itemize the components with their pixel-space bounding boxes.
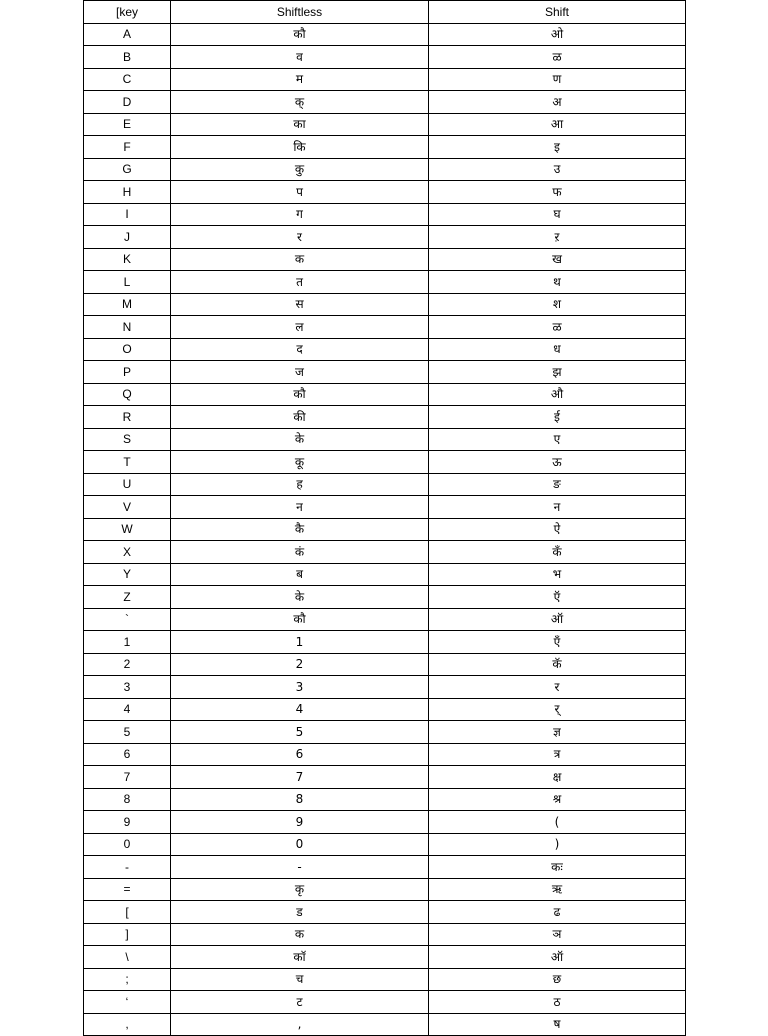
table-row bbox=[84, 496, 686, 519]
table-row bbox=[84, 226, 686, 249]
table-row bbox=[84, 203, 686, 226]
key-cell: = bbox=[84, 878, 171, 901]
key-cell: W bbox=[84, 518, 171, 541]
key-cell: I bbox=[84, 203, 171, 226]
shift-cell: कॅ bbox=[429, 653, 686, 676]
key-cell: F bbox=[84, 136, 171, 159]
key-cell: J bbox=[84, 226, 171, 249]
shiftless-cell: कौ bbox=[171, 383, 429, 406]
key-cell: V bbox=[84, 496, 171, 519]
table-row bbox=[84, 856, 686, 879]
table-row bbox=[84, 338, 686, 361]
table-row bbox=[84, 563, 686, 586]
shiftless-cell: 4 bbox=[171, 698, 429, 721]
table-row bbox=[84, 698, 686, 721]
table-row bbox=[84, 833, 686, 856]
shift-cell: ऐ bbox=[429, 518, 686, 541]
shiftless-cell: ग bbox=[171, 203, 429, 226]
table-row bbox=[84, 788, 686, 811]
shift-cell: थ bbox=[429, 271, 686, 294]
header-shiftless: Shiftless bbox=[171, 1, 429, 24]
shift-cell: ण bbox=[429, 68, 686, 91]
table-row bbox=[84, 721, 686, 744]
table-row bbox=[84, 653, 686, 676]
table-row bbox=[84, 248, 686, 271]
shiftless-cell: च bbox=[171, 968, 429, 991]
shift-cell: र bbox=[429, 676, 686, 699]
table-row bbox=[84, 361, 686, 384]
table-row bbox=[84, 991, 686, 1014]
table-row bbox=[84, 383, 686, 406]
keyboard-mapping-table bbox=[83, 0, 686, 1036]
key-cell: Y bbox=[84, 563, 171, 586]
shift-cell: फ bbox=[429, 181, 686, 204]
shiftless-cell: ज bbox=[171, 361, 429, 384]
shift-cell: श्र bbox=[429, 788, 686, 811]
shift-cell: श bbox=[429, 293, 686, 316]
header-row bbox=[84, 1, 686, 24]
key-cell: H bbox=[84, 181, 171, 204]
shift-cell: आ bbox=[429, 113, 686, 136]
table-row bbox=[84, 743, 686, 766]
key-cell: K bbox=[84, 248, 171, 271]
shiftless-cell: 3 bbox=[171, 676, 429, 699]
shift-cell: ऍ bbox=[429, 586, 686, 609]
table-row bbox=[84, 946, 686, 969]
table-row bbox=[84, 473, 686, 496]
shift-cell: ठ bbox=[429, 991, 686, 1014]
table-row bbox=[84, 271, 686, 294]
key-cell: [ bbox=[84, 901, 171, 924]
shift-cell: त्र bbox=[429, 743, 686, 766]
shift-cell: ञ bbox=[429, 923, 686, 946]
key-cell: Z bbox=[84, 586, 171, 609]
shiftless-cell: कू bbox=[171, 451, 429, 474]
shiftless-cell: क bbox=[171, 923, 429, 946]
key-cell: C bbox=[84, 68, 171, 91]
table-row bbox=[84, 68, 686, 91]
key-cell: G bbox=[84, 158, 171, 181]
table-row bbox=[84, 541, 686, 564]
shiftless-cell: ल bbox=[171, 316, 429, 339]
table-row bbox=[84, 181, 686, 204]
shiftless-cell: क bbox=[171, 248, 429, 271]
shiftless-cell: कं bbox=[171, 541, 429, 564]
shiftless-cell: म bbox=[171, 68, 429, 91]
shiftless-cell: द bbox=[171, 338, 429, 361]
key-cell: S bbox=[84, 428, 171, 451]
shift-cell: उ bbox=[429, 158, 686, 181]
shift-cell: र् bbox=[429, 698, 686, 721]
table-row bbox=[84, 901, 686, 924]
shiftless-cell: त bbox=[171, 271, 429, 294]
table-row bbox=[84, 586, 686, 609]
shiftless-cell: - bbox=[171, 856, 429, 879]
shiftless-cell: प bbox=[171, 181, 429, 204]
key-cell: B bbox=[84, 46, 171, 69]
table-row bbox=[84, 46, 686, 69]
table-row bbox=[84, 676, 686, 699]
shiftless-cell: र bbox=[171, 226, 429, 249]
shiftless-cell: ब bbox=[171, 563, 429, 586]
table-row bbox=[84, 518, 686, 541]
key-cell: P bbox=[84, 361, 171, 384]
table-row bbox=[84, 631, 686, 654]
shift-cell: ) bbox=[429, 833, 686, 856]
table-row bbox=[84, 316, 686, 339]
key-cell: 9 bbox=[84, 811, 171, 834]
shiftless-cell: स bbox=[171, 293, 429, 316]
key-cell: O bbox=[84, 338, 171, 361]
shiftless-cell: 6 bbox=[171, 743, 429, 766]
shift-cell: झ bbox=[429, 361, 686, 384]
shift-cell: ढ bbox=[429, 901, 686, 924]
table-row bbox=[84, 23, 686, 46]
key-cell: Q bbox=[84, 383, 171, 406]
shift-cell: ङ bbox=[429, 473, 686, 496]
shift-cell: भ bbox=[429, 563, 686, 586]
key-cell: 8 bbox=[84, 788, 171, 811]
shiftless-cell: कै bbox=[171, 518, 429, 541]
shift-cell: ऋ bbox=[429, 878, 686, 901]
shift-cell: छ bbox=[429, 968, 686, 991]
shiftless-cell: कौ bbox=[171, 608, 429, 631]
key-cell: ` bbox=[84, 608, 171, 631]
shift-cell: ऱ bbox=[429, 226, 686, 249]
key-cell: 1 bbox=[84, 631, 171, 654]
shiftless-cell: के bbox=[171, 428, 429, 451]
key-cell: ] bbox=[84, 923, 171, 946]
shift-cell: ळ bbox=[429, 316, 686, 339]
table-row bbox=[84, 451, 686, 474]
shiftless-cell: 1 bbox=[171, 631, 429, 654]
key-cell: ‘ bbox=[84, 991, 171, 1014]
table-row bbox=[84, 113, 686, 136]
shift-cell: ष bbox=[429, 1013, 686, 1036]
key-cell: 6 bbox=[84, 743, 171, 766]
shiftless-cell: न bbox=[171, 496, 429, 519]
shiftless-cell: कि bbox=[171, 136, 429, 159]
shift-cell: ए bbox=[429, 428, 686, 451]
shift-cell: ळ bbox=[429, 46, 686, 69]
shiftless-cell: ह bbox=[171, 473, 429, 496]
shift-cell: ध bbox=[429, 338, 686, 361]
shiftless-cell: 7 bbox=[171, 766, 429, 789]
shift-cell: अ bbox=[429, 91, 686, 114]
shift-cell: ( bbox=[429, 811, 686, 834]
key-cell: U bbox=[84, 473, 171, 496]
shiftless-cell: 8 bbox=[171, 788, 429, 811]
key-cell: M bbox=[84, 293, 171, 316]
header-shift: Shift bbox=[429, 1, 686, 24]
shiftless-cell: 5 bbox=[171, 721, 429, 744]
shift-cell: ऊ bbox=[429, 451, 686, 474]
key-cell: 7 bbox=[84, 766, 171, 789]
shift-cell: ऍं bbox=[429, 631, 686, 654]
shiftless-cell: 0 bbox=[171, 833, 429, 856]
shiftless-cell: व bbox=[171, 46, 429, 69]
shiftless-cell: , bbox=[171, 1013, 429, 1036]
key-cell: - bbox=[84, 856, 171, 879]
key-cell: 3 bbox=[84, 676, 171, 699]
shift-cell: कः bbox=[429, 856, 686, 879]
shiftless-cell: 9 bbox=[171, 811, 429, 834]
shiftless-cell: के bbox=[171, 586, 429, 609]
table-row bbox=[84, 968, 686, 991]
shiftless-cell: कु bbox=[171, 158, 429, 181]
key-cell: R bbox=[84, 406, 171, 429]
key-cell: A bbox=[84, 23, 171, 46]
table-row bbox=[84, 766, 686, 789]
shiftless-cell: ट bbox=[171, 991, 429, 1014]
table-row bbox=[84, 91, 686, 114]
shiftless-cell: का bbox=[171, 113, 429, 136]
table-body bbox=[84, 23, 686, 1036]
shiftless-cell: क् bbox=[171, 91, 429, 114]
table-row bbox=[84, 136, 686, 159]
table-row bbox=[84, 158, 686, 181]
shiftless-cell: ड bbox=[171, 901, 429, 924]
shift-cell: ख bbox=[429, 248, 686, 271]
shift-cell: ऑ bbox=[429, 608, 686, 631]
table-row bbox=[84, 1013, 686, 1036]
table-row bbox=[84, 428, 686, 451]
shift-cell: न bbox=[429, 496, 686, 519]
key-cell: \ bbox=[84, 946, 171, 969]
shift-cell: औ bbox=[429, 383, 686, 406]
key-cell: E bbox=[84, 113, 171, 136]
shiftless-cell: कृ bbox=[171, 878, 429, 901]
shiftless-cell: की bbox=[171, 406, 429, 429]
key-cell: D bbox=[84, 91, 171, 114]
key-cell: X bbox=[84, 541, 171, 564]
shift-cell: क्ष bbox=[429, 766, 686, 789]
shift-cell: ओ bbox=[429, 23, 686, 46]
header-key: [key bbox=[84, 1, 171, 24]
shift-cell: घ bbox=[429, 203, 686, 226]
table-row bbox=[84, 406, 686, 429]
key-cell: N bbox=[84, 316, 171, 339]
key-cell: 2 bbox=[84, 653, 171, 676]
shift-cell: इ bbox=[429, 136, 686, 159]
key-cell: 5 bbox=[84, 721, 171, 744]
key-cell: L bbox=[84, 271, 171, 294]
table-row bbox=[84, 811, 686, 834]
shift-cell: ज्ञ bbox=[429, 721, 686, 744]
key-cell: 0 bbox=[84, 833, 171, 856]
key-cell: ; bbox=[84, 968, 171, 991]
shiftless-cell: कौ bbox=[171, 23, 429, 46]
key-cell: T bbox=[84, 451, 171, 474]
table-row bbox=[84, 923, 686, 946]
key-cell: , bbox=[84, 1013, 171, 1036]
shiftless-cell: 2 bbox=[171, 653, 429, 676]
shiftless-cell: कॉ bbox=[171, 946, 429, 969]
key-cell: 4 bbox=[84, 698, 171, 721]
table-row bbox=[84, 293, 686, 316]
table-row bbox=[84, 878, 686, 901]
table-row bbox=[84, 608, 686, 631]
shift-cell: ई bbox=[429, 406, 686, 429]
shift-cell: ऑ bbox=[429, 946, 686, 969]
shift-cell: कँ bbox=[429, 541, 686, 564]
